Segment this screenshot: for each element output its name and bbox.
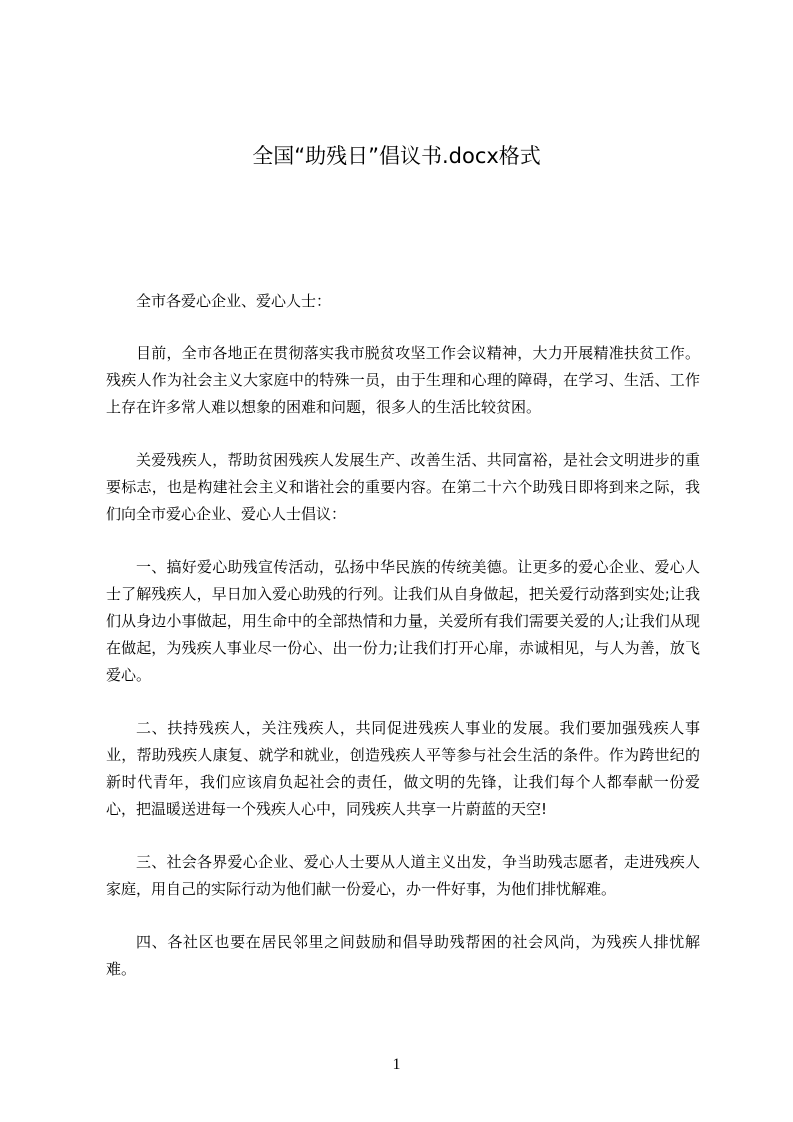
paragraph-purpose: 关爱残疾人，帮助贫困残疾人发展生产、改善生活、共同富裕，是社会文明进步的重要标志，也是构建社会主义和谐社会的重要内容。在第二十六个助残日即将到来之际，我们向全市爱心企业、爱心人士倡议： xyxy=(106,451,700,523)
salutation: 全市各爱心企业、爱心人士： xyxy=(136,292,332,310)
paragraph-item-2: 二、扶持残疾人，关注残疾人，共同促进残疾人事业的发展。我们要加强残疾人事业，帮助残疾人康复、就学和就业，创造残疾人平等参与社会生活的条件。作为跨世纪的新时代青年，我们应该肩负起社会的责任，做文明的先锋，让我们每个人都奉献一份爱心，把温暖送进每一个残疾人心中，同残疾人共享一片蔚蓝的天空! xyxy=(106,719,700,818)
page-number: 1 xyxy=(392,1056,401,1073)
paragraph-item-3: 三、社会各界爱心企业、爱心人士要从人道主义出发，争当助残志愿者，走进残疾人家庭，用自己的实际行动为他们献一份爱心，办一件好事，为他们排忧解难。 xyxy=(106,853,700,898)
paragraph-item-4: 四、各社区也要在居民邻里之间鼓励和倡导助残帮困的社会风尚，为残疾人排忧解难。 xyxy=(106,933,700,978)
document-title: 全国“助残日”倡议书.docx格式 xyxy=(252,144,541,168)
paragraph-item-1: 一、搞好爱心助残宣传活动，弘扬中华民族的传统美德。让更多的爱心企业、爱心人士了解残疾人，早日加入爱心助残的行列。让我们从自身做起，把关爱行动落到实处;让我们从身边小事做起，用生命中的全部热情和力量，关爱所有我们需要关爱的人;让我们从现在做起，为残疾人事业尽一份心、出一份力;让我们打开心扉，赤诚相见，与人为善，放飞爱心。 xyxy=(106,558,700,684)
document-body xyxy=(106,288,700,1009)
paragraph-intro: 目前，全市各地正在贯彻落实我市脱贫攻坚工作会议精神，大力开展精准扶贫工作。残疾人作为社会主义大家庭中的特殊一员，由于生理和心理的障碍，在学习、生活、工作上存在许多常人难以想象的困难和问题，很多人的生活比较贫困。 xyxy=(106,344,700,416)
